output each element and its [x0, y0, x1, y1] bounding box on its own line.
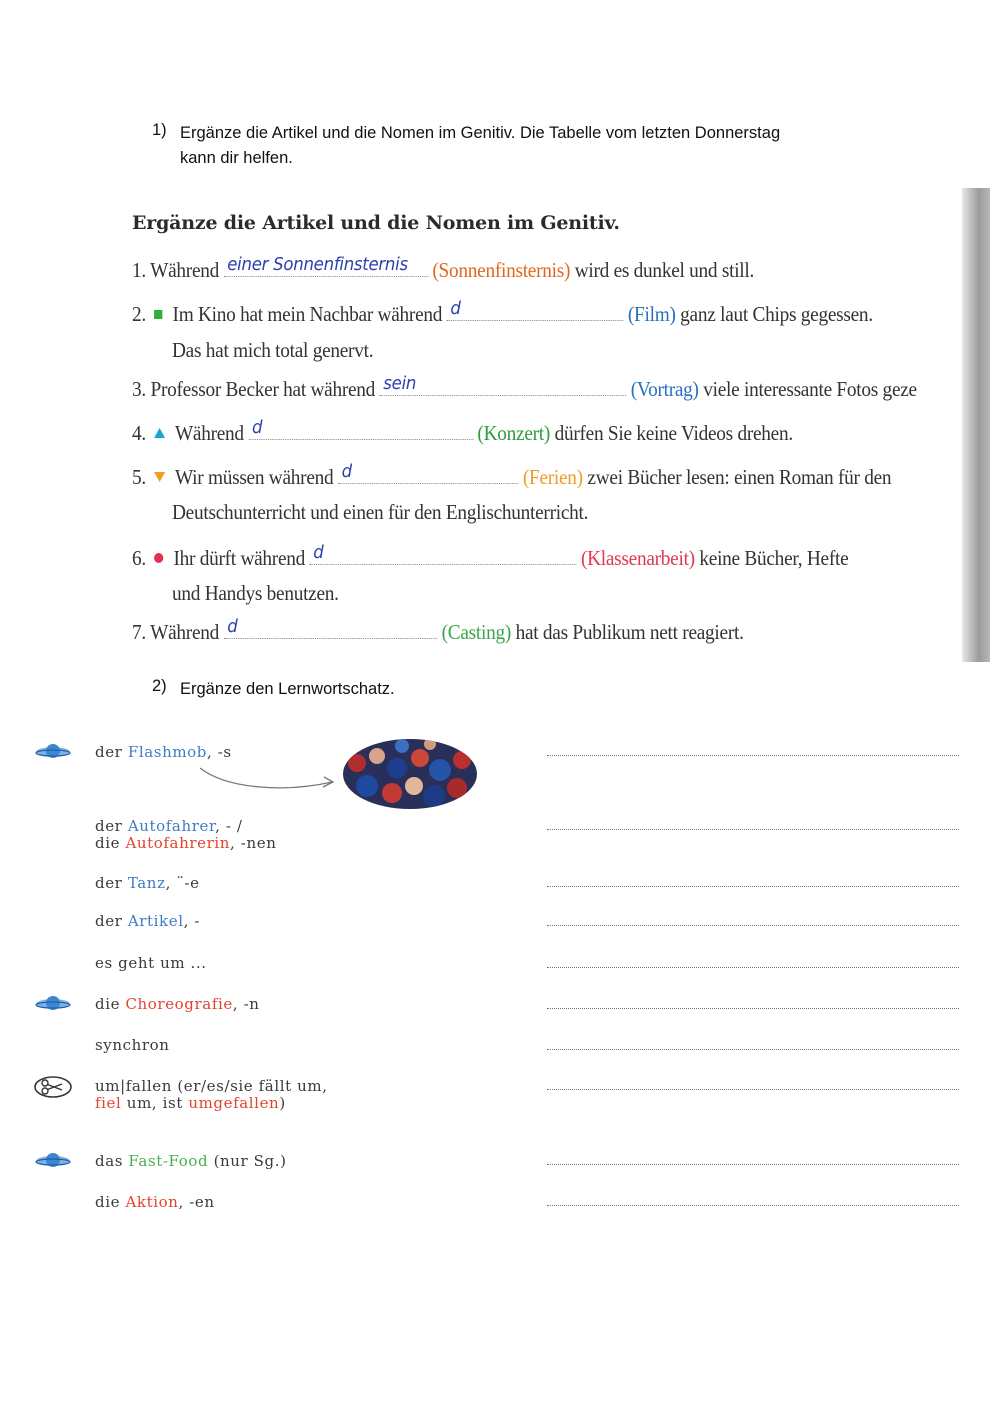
flashmob-crowd-photo [342, 738, 478, 810]
exercise-item-3: 3. Professor Becker hat während sein (Vortrag) viele interessante Fotos geze [132, 373, 917, 401]
exercise-item-5: 5. Wir müssen während d (Ferien) zwei Bücher lesen: einen Roman für den [132, 461, 892, 489]
vocab-item-umfallen-forms: fiel um, ist umgefallen) [95, 1094, 286, 1112]
vocab-item-synchron: synchron [95, 1036, 170, 1054]
scan-page-edge-shadow [962, 188, 990, 662]
exercise-item-6: 6. Ihr dürft während d (Klassenarbeit) keine Bücher, Hefte [132, 542, 849, 570]
task-text-line-2: kann dir helfen. [180, 149, 293, 167]
green-square-marker [154, 310, 162, 319]
red-dot-marker [154, 553, 163, 563]
vocab-item-flashmob: der Flashmob, -s [95, 743, 232, 761]
answer-field-7[interactable]: d [224, 618, 437, 639]
exercise-item-6-continuation: und Handys benutzen. [172, 581, 339, 605]
vocab-answer-line-3[interactable] [547, 886, 959, 887]
vocab-item-autofahrerin: die Autofahrerin, -nen [95, 834, 277, 852]
task-text: Ergänze den Lernwortschatz. [180, 680, 395, 698]
planet-icon [35, 1151, 71, 1171]
vocab-item-es-geht-um: es geht um ... [95, 954, 207, 972]
orange-triangle-marker [154, 472, 165, 482]
vocab-answer-line-8[interactable] [547, 1089, 959, 1090]
vocab-answer-line-9[interactable] [547, 1164, 959, 1165]
vocab-answer-line-6[interactable] [547, 1008, 959, 1009]
arrow-icon [198, 764, 338, 794]
answer-field-2[interactable]: d [447, 300, 624, 321]
vocab-item-choreografie: die Choreografie, -n [95, 995, 260, 1013]
vocab-answer-line-2[interactable] [547, 829, 959, 830]
vocab-item-fast-food: das Fast-Food (nur Sg.) [95, 1152, 287, 1170]
vocab-answer-line-10[interactable] [547, 1205, 959, 1206]
answer-field-3[interactable]: sein [380, 375, 627, 396]
vocab-item-artikel: der Artikel, - [95, 912, 201, 930]
vocab-item-tanz: der Tanz, ¨-e [95, 874, 200, 892]
planet-icon [35, 742, 71, 762]
task-1-instruction [152, 121, 912, 173]
vocab-answer-line-5[interactable] [547, 967, 959, 968]
exercise-item-7: 7. Während d (Casting) hat das Publikum nett reagiert. [132, 616, 744, 644]
planet-icon [35, 994, 71, 1014]
vocab-answer-line-7[interactable] [547, 1049, 959, 1050]
exercise-item-5-continuation: Deutschunterricht und einen für den Englischunterricht. [172, 500, 589, 524]
blue-triangle-marker [154, 428, 165, 438]
vocab-item-aktion: die Aktion, -en [95, 1193, 215, 1211]
exercise-item-2-continuation: Das hat mich total genervt. [172, 338, 374, 362]
task-text-line-1: Ergänze die Artikel und die Nomen im Genitiv. Die Tabelle vom letzten Donnerstag [180, 124, 781, 142]
exercise-item-4: 4. Während d (Konzert) dürfen Sie keine Videos drehen. [132, 417, 793, 445]
exercise-item-2: 2. Im Kino hat mein Nachbar während d (Film) ganz laut Chips gegessen. [132, 298, 873, 326]
answer-field-1[interactable]: einer Sonnenfinsternis [224, 256, 428, 277]
vocab-item-umfallen: um|fallen (er/es/sie fällt um, [95, 1077, 328, 1095]
task-2-instruction [152, 677, 552, 703]
task-number: 1) [152, 121, 167, 139]
task-number: 2) [152, 677, 167, 695]
vocab-answer-line-4[interactable] [547, 925, 959, 926]
scissors-icon [33, 1075, 73, 1099]
answer-field-6[interactable]: d [310, 544, 577, 565]
answer-field-4[interactable]: d [248, 419, 472, 440]
vocab-item-autofahrer: der Autofahrer, - / [95, 817, 243, 835]
answer-field-5[interactable]: d [338, 463, 518, 484]
exercise-item-1: 1. Während einer Sonnenfinsternis (Sonnenfinsternis) wird es dunkel und still. [132, 254, 755, 282]
exercise-title: Ergänze die Artikel und die Nomen im Genitiv. [132, 212, 620, 234]
vocab-answer-line-1[interactable] [547, 755, 959, 756]
